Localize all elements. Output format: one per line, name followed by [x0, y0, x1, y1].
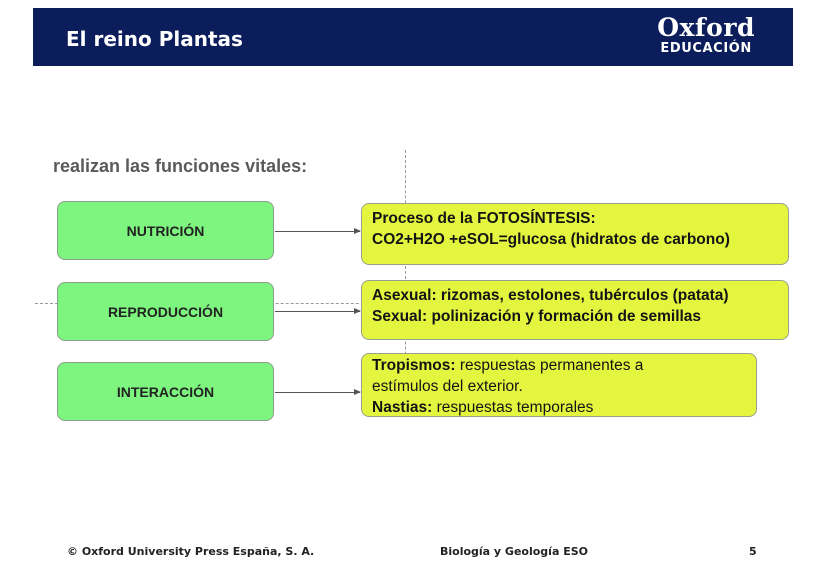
footer-copyright: © Oxford University Press España, S. A. — [67, 545, 315, 558]
interaccion-description — [361, 353, 757, 417]
slide-subtitle: realizan las funciones vitales: — [53, 156, 308, 176]
reproduccion-description — [361, 280, 789, 340]
reproduccion-box: REPRODUCCIÓN — [57, 282, 274, 341]
interaccion-line-1 — [372, 355, 756, 376]
reproduccion-line-2 — [372, 306, 788, 327]
footer-course: Biología y Geología ESO — [440, 545, 588, 558]
text-segment: Tropismos: — [372, 357, 456, 374]
nutricion-line-2 — [372, 229, 788, 250]
text-segment: CO2+H2O +eSOL=glucosa (hidratos de carbono) — [372, 231, 730, 248]
slide-header — [33, 8, 793, 66]
logo-sub: EDUCACIÓN — [660, 41, 752, 56]
nutricion-arrow — [275, 231, 360, 232]
logo-brand: Oxford — [657, 13, 755, 42]
text-segment: Sexual: polinización y formación de semillas — [372, 308, 702, 325]
text-segment: estímulos del exterior. — [372, 378, 523, 395]
nutricion-line-1 — [372, 208, 788, 229]
reproduccion-arrow — [275, 311, 360, 312]
slide-title: El reino Plantas — [66, 27, 243, 51]
interaccion-box: INTERACCIÓN — [57, 362, 274, 421]
oxford-logo — [657, 15, 755, 57]
text-segment: respuestas temporales — [432, 399, 594, 416]
reproduccion-line-1 — [372, 285, 788, 306]
footer-page-number: 5 — [749, 545, 757, 558]
text-segment: Nastias: — [372, 399, 433, 416]
text-segment: respuestas permanentes a — [455, 357, 644, 374]
text-segment: Asexual: rizomas, estolones, tubérculos (patata) — [372, 287, 729, 304]
nutricion-box: NUTRICIÓN — [57, 201, 274, 260]
interaccion-arrow — [275, 392, 360, 393]
text-segment: Proceso de la FOTOSÍNTESIS: — [372, 210, 596, 227]
interaccion-line-2 — [372, 376, 756, 397]
nutricion-description — [361, 203, 789, 265]
interaccion-line-3 — [372, 397, 756, 418]
